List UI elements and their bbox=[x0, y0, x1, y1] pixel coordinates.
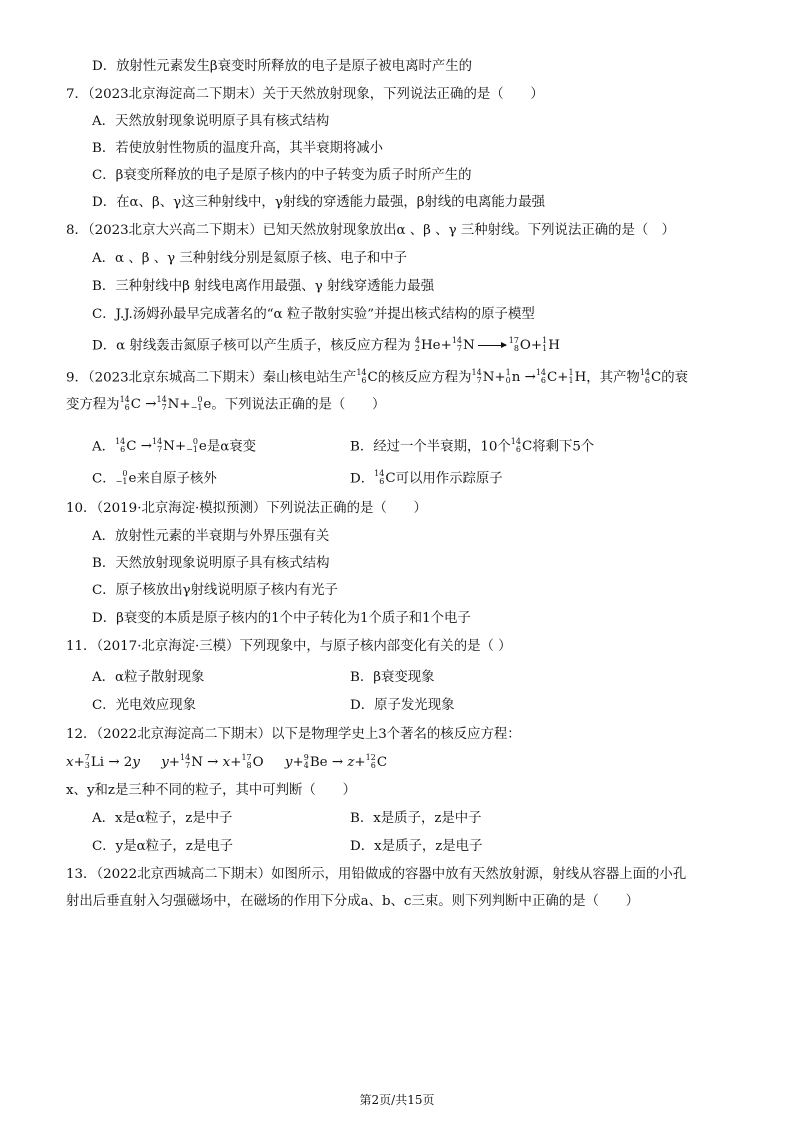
question-13-line-2: 射出后垂直射入匀强磁场中，在磁场的作用下分成a、b、c三束。则下列判断中正确的是（ ） bbox=[66, 894, 640, 909]
question-11: 11．（2017·北京海淀·三模）下列现象中，与原子核内部变化有关的是（ ） bbox=[66, 639, 512, 654]
q8-option-c: C．J.J.汤姆孙最早完成著名的“α 粒子散射实验”并提出核式结构的原子模型 bbox=[92, 307, 535, 322]
q11-option-b: B．β衰变现象 bbox=[350, 670, 435, 685]
q9-text-2: 的核反应方程为 bbox=[377, 370, 472, 386]
q9-text-3: ，其产物 bbox=[586, 370, 640, 386]
reaction-n-n: 14 7 N+ 1 0 n → 14 6 C+ 1 1 H bbox=[471, 367, 587, 385]
q11-option-d: D．原子发光现象 bbox=[350, 698, 455, 713]
q9-text-1: 9．（2023北京东城高二下期末）秦山核电站生产 bbox=[66, 370, 357, 386]
reaction-he-n: 4 2 He+ 14 7 N 17 8 O+ 1 1 H bbox=[414, 335, 560, 353]
q8-option-d bbox=[92, 337, 560, 356]
q7-option-c: C．β衰变所释放的电子是原子核内的中子转变为质子时所产生的 bbox=[92, 168, 472, 183]
q9b-text-2: 将剩下5个 bbox=[532, 439, 595, 455]
carbon-14-b: 14 6 C bbox=[639, 367, 662, 385]
q9c-text: 来自原子核外 bbox=[136, 471, 217, 487]
decay-c14: 14 6 C → 14 7 N+ 0 −1 e bbox=[119, 394, 212, 412]
q9-option-d: D． 14 6 C可以用作示踪原子 bbox=[350, 468, 503, 487]
question-8: 8．（2023北京大兴高二下期末）已知天然放射现象放出α 、β 、γ 三种射线。下列说法正确的是（ ） bbox=[66, 223, 676, 238]
q9-text-4: 的衰 bbox=[661, 370, 689, 386]
q10-option-a: A．放射性元素的半衰期与外界压强有关 bbox=[92, 529, 330, 544]
q9c-electron: 0 −1 e bbox=[115, 468, 137, 486]
q7-option-b: B．若使放射性物质的温度升高，其半衰期将减小 bbox=[92, 141, 384, 156]
q12-option-d: D．x是质子，z是电子 bbox=[350, 839, 483, 854]
question-12: 12．（2022北京海淀高二下期末）以下是物理学史上3个著名的核反应方程： bbox=[66, 727, 521, 742]
q7-option-a: A．天然放射现象说明原子具有核式结构 bbox=[92, 114, 330, 129]
q12-option-a: A．x是α粒子，z是中子 bbox=[92, 811, 233, 826]
q7-option-d: D．在α、β、γ这三种射线中，γ射线的穿透能力最强，β射线的电离能力最强 bbox=[92, 195, 545, 210]
q10-option-c: C．原子核放出γ射线说明原子核内有光子 bbox=[92, 583, 338, 598]
q12-option-c: C．y是α粒子，z是电子 bbox=[92, 839, 234, 854]
question-9-line-2 bbox=[66, 396, 385, 415]
q8-option-a: A．α 、β 、γ 三种射线分别是氦原子核、电子和中子 bbox=[92, 251, 408, 266]
q12-statement: x、y和z是三种不同的粒子，其中可判断（ ） bbox=[66, 783, 356, 798]
q9-option-a: A． 14 6 C → 14 7 N+ 0 −1 e是α衰变 bbox=[92, 436, 257, 455]
page-footer: 第2页/共15页 bbox=[359, 1093, 435, 1107]
question-9 bbox=[66, 369, 688, 388]
question-10: 10．（2019·北京海淀·模拟预测）下列说法正确的是（ ） bbox=[66, 501, 427, 516]
q11-option-a: A．α粒子散射现象 bbox=[92, 670, 205, 685]
q9-option-c: C． 0 −1 e来自原子核外 bbox=[92, 468, 217, 487]
q9a-text: 是α衰变 bbox=[206, 439, 257, 455]
q12-option-b: B．x是质子，z是中子 bbox=[350, 811, 482, 826]
q8-option-b: B．三种射线中β 射线电离作用最强、γ 射线穿透能力最强 bbox=[92, 279, 435, 294]
q9-text-6: 。下列说法正确的是（ ） bbox=[211, 397, 386, 413]
q9a-formula: 14 6 C → 14 7 N+ 0 −1 e bbox=[115, 436, 207, 454]
q9d-c14: 14 6 C bbox=[374, 468, 396, 486]
q9-text-5: 变方程为 bbox=[66, 397, 120, 413]
question-13: 13．（2022北京西城高二下期末）如图所示，用铅做成的容器中放有天然放射源，射线从容器上面的小孔 bbox=[66, 867, 687, 882]
q10-option-b: B．天然放射现象说明原子具有核式结构 bbox=[92, 556, 330, 571]
q9-option-b bbox=[350, 438, 594, 457]
q6-option-d: D．放射性元素发生β衰变时所释放的电子是原子被电离时产生的 bbox=[92, 59, 473, 74]
q10-option-d: D．β衰变的本质是原子核内的1个中子转化为1个质子和1个电子 bbox=[92, 611, 471, 626]
q11-option-c: C．光电效应现象 bbox=[92, 698, 196, 713]
q9b-text: B．经过一个半衰期，10个 bbox=[350, 439, 511, 455]
eq-1: x+ 7 3 Li → 2y bbox=[66, 752, 140, 770]
carbon-14-a: 14 6 C bbox=[356, 367, 378, 385]
q9d-text: 可以用作示踪原子 bbox=[395, 471, 503, 487]
question-7: 7．（2023北京海淀高二下期末）关于天然放射现象，下列说法正确的是（ ） bbox=[66, 87, 544, 102]
q12-equations bbox=[66, 754, 387, 773]
q8d-text: D．α 射线轰击氮原子核可以产生质子，核反应方程为 bbox=[92, 338, 411, 354]
eq-3: y+ 9 4 Be → z+ 12 6 C bbox=[284, 752, 388, 770]
eq-2: y+ 14 7 N → x+ 17 8 O bbox=[161, 752, 264, 770]
q9b-c14: 14 6 C bbox=[510, 436, 533, 454]
